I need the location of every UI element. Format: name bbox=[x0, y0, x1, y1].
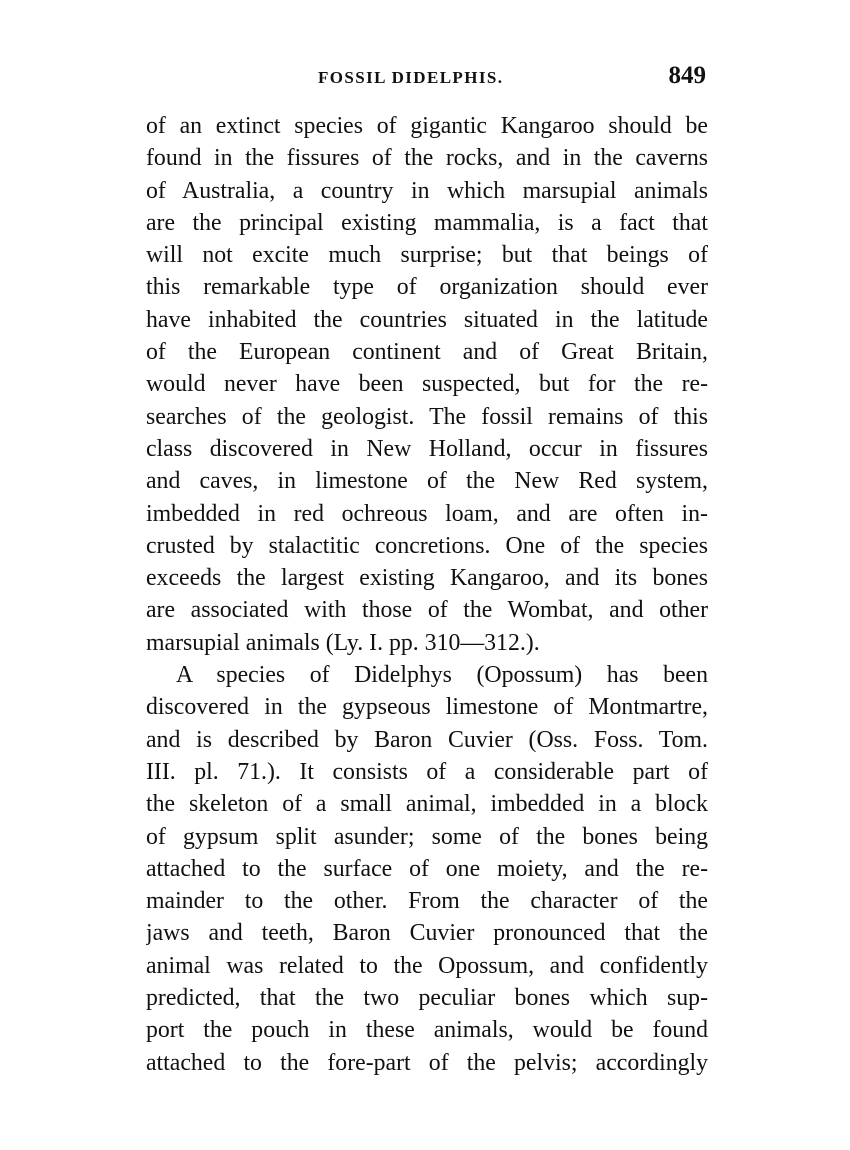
text-line: this remarkable type of organization should ever bbox=[146, 274, 708, 301]
text-line: port the pouch in these animals, would be found bbox=[146, 1017, 708, 1044]
page-number: 849 bbox=[668, 62, 706, 89]
text-line: are associated with those of the Wombat, and other bbox=[146, 597, 708, 624]
text-line: A species of Didelphys (Opossum) has been bbox=[176, 662, 708, 689]
text-line: of gypsum split asunder; some of the bones being bbox=[146, 823, 708, 850]
text-line: attached to the surface of one moiety, and the re- bbox=[146, 855, 708, 882]
text-line: are the principal existing mammalia, is a fact that bbox=[146, 209, 708, 236]
text-line: have inhabited the countries situated in the latitude bbox=[146, 306, 708, 333]
body-text bbox=[146, 110, 708, 1079]
text-line: imbedded in red ochreous loam, and are often in- bbox=[146, 500, 708, 527]
text-line: crusted by stalactitic concretions. One of the species bbox=[146, 532, 708, 559]
text-line: of an extinct species of gigantic Kangaroo should be bbox=[146, 113, 708, 139]
text-line: found in the fissures of the rocks, and in the caverns bbox=[146, 145, 708, 172]
text-line: of Australia, a country in which marsupial animals bbox=[146, 177, 708, 204]
text-line: discovered in the gypseous limestone of Montmartre, bbox=[146, 694, 708, 721]
text-line: animal was related to the Opossum, and confidently bbox=[146, 952, 708, 979]
text-line: attached to the fore-part of the pelvis; accordingly bbox=[146, 1049, 708, 1076]
text-line: the skeleton of a small animal, imbedded in a block bbox=[146, 791, 708, 818]
text-line: mainder to the other. From the character of the bbox=[146, 888, 708, 915]
text-line: predicted, that the two peculiar bones which sup- bbox=[146, 985, 708, 1012]
text-line: marsupial animals (Ly. I. pp. 310—312.). bbox=[146, 629, 540, 656]
text-line: class discovered in New Holland, occur in fissures bbox=[146, 435, 708, 462]
text-line: would never have been suspected, but for the re- bbox=[146, 371, 708, 398]
text-line: exceeds the largest existing Kangaroo, and its bones bbox=[146, 565, 708, 592]
text-line: and is described by Baron Cuvier (Oss. Foss. Tom. bbox=[146, 726, 708, 753]
running-title: FOSSIL DIDELPHIS. bbox=[318, 68, 504, 87]
text-line: jaws and teeth, Baron Cuvier pronounced that the bbox=[146, 920, 708, 947]
text-line: of the European continent and of Great Britain, bbox=[146, 339, 708, 366]
running-head bbox=[146, 62, 706, 92]
text-line: searches of the geologist. The fossil remains of this bbox=[146, 403, 708, 430]
text-line: will not excite much surprise; but that beings of bbox=[146, 242, 708, 269]
text-line: and caves, in limestone of the New Red system, bbox=[146, 468, 708, 495]
text-line: III. pl. 71.). It consists of a considerable part of bbox=[146, 758, 708, 785]
